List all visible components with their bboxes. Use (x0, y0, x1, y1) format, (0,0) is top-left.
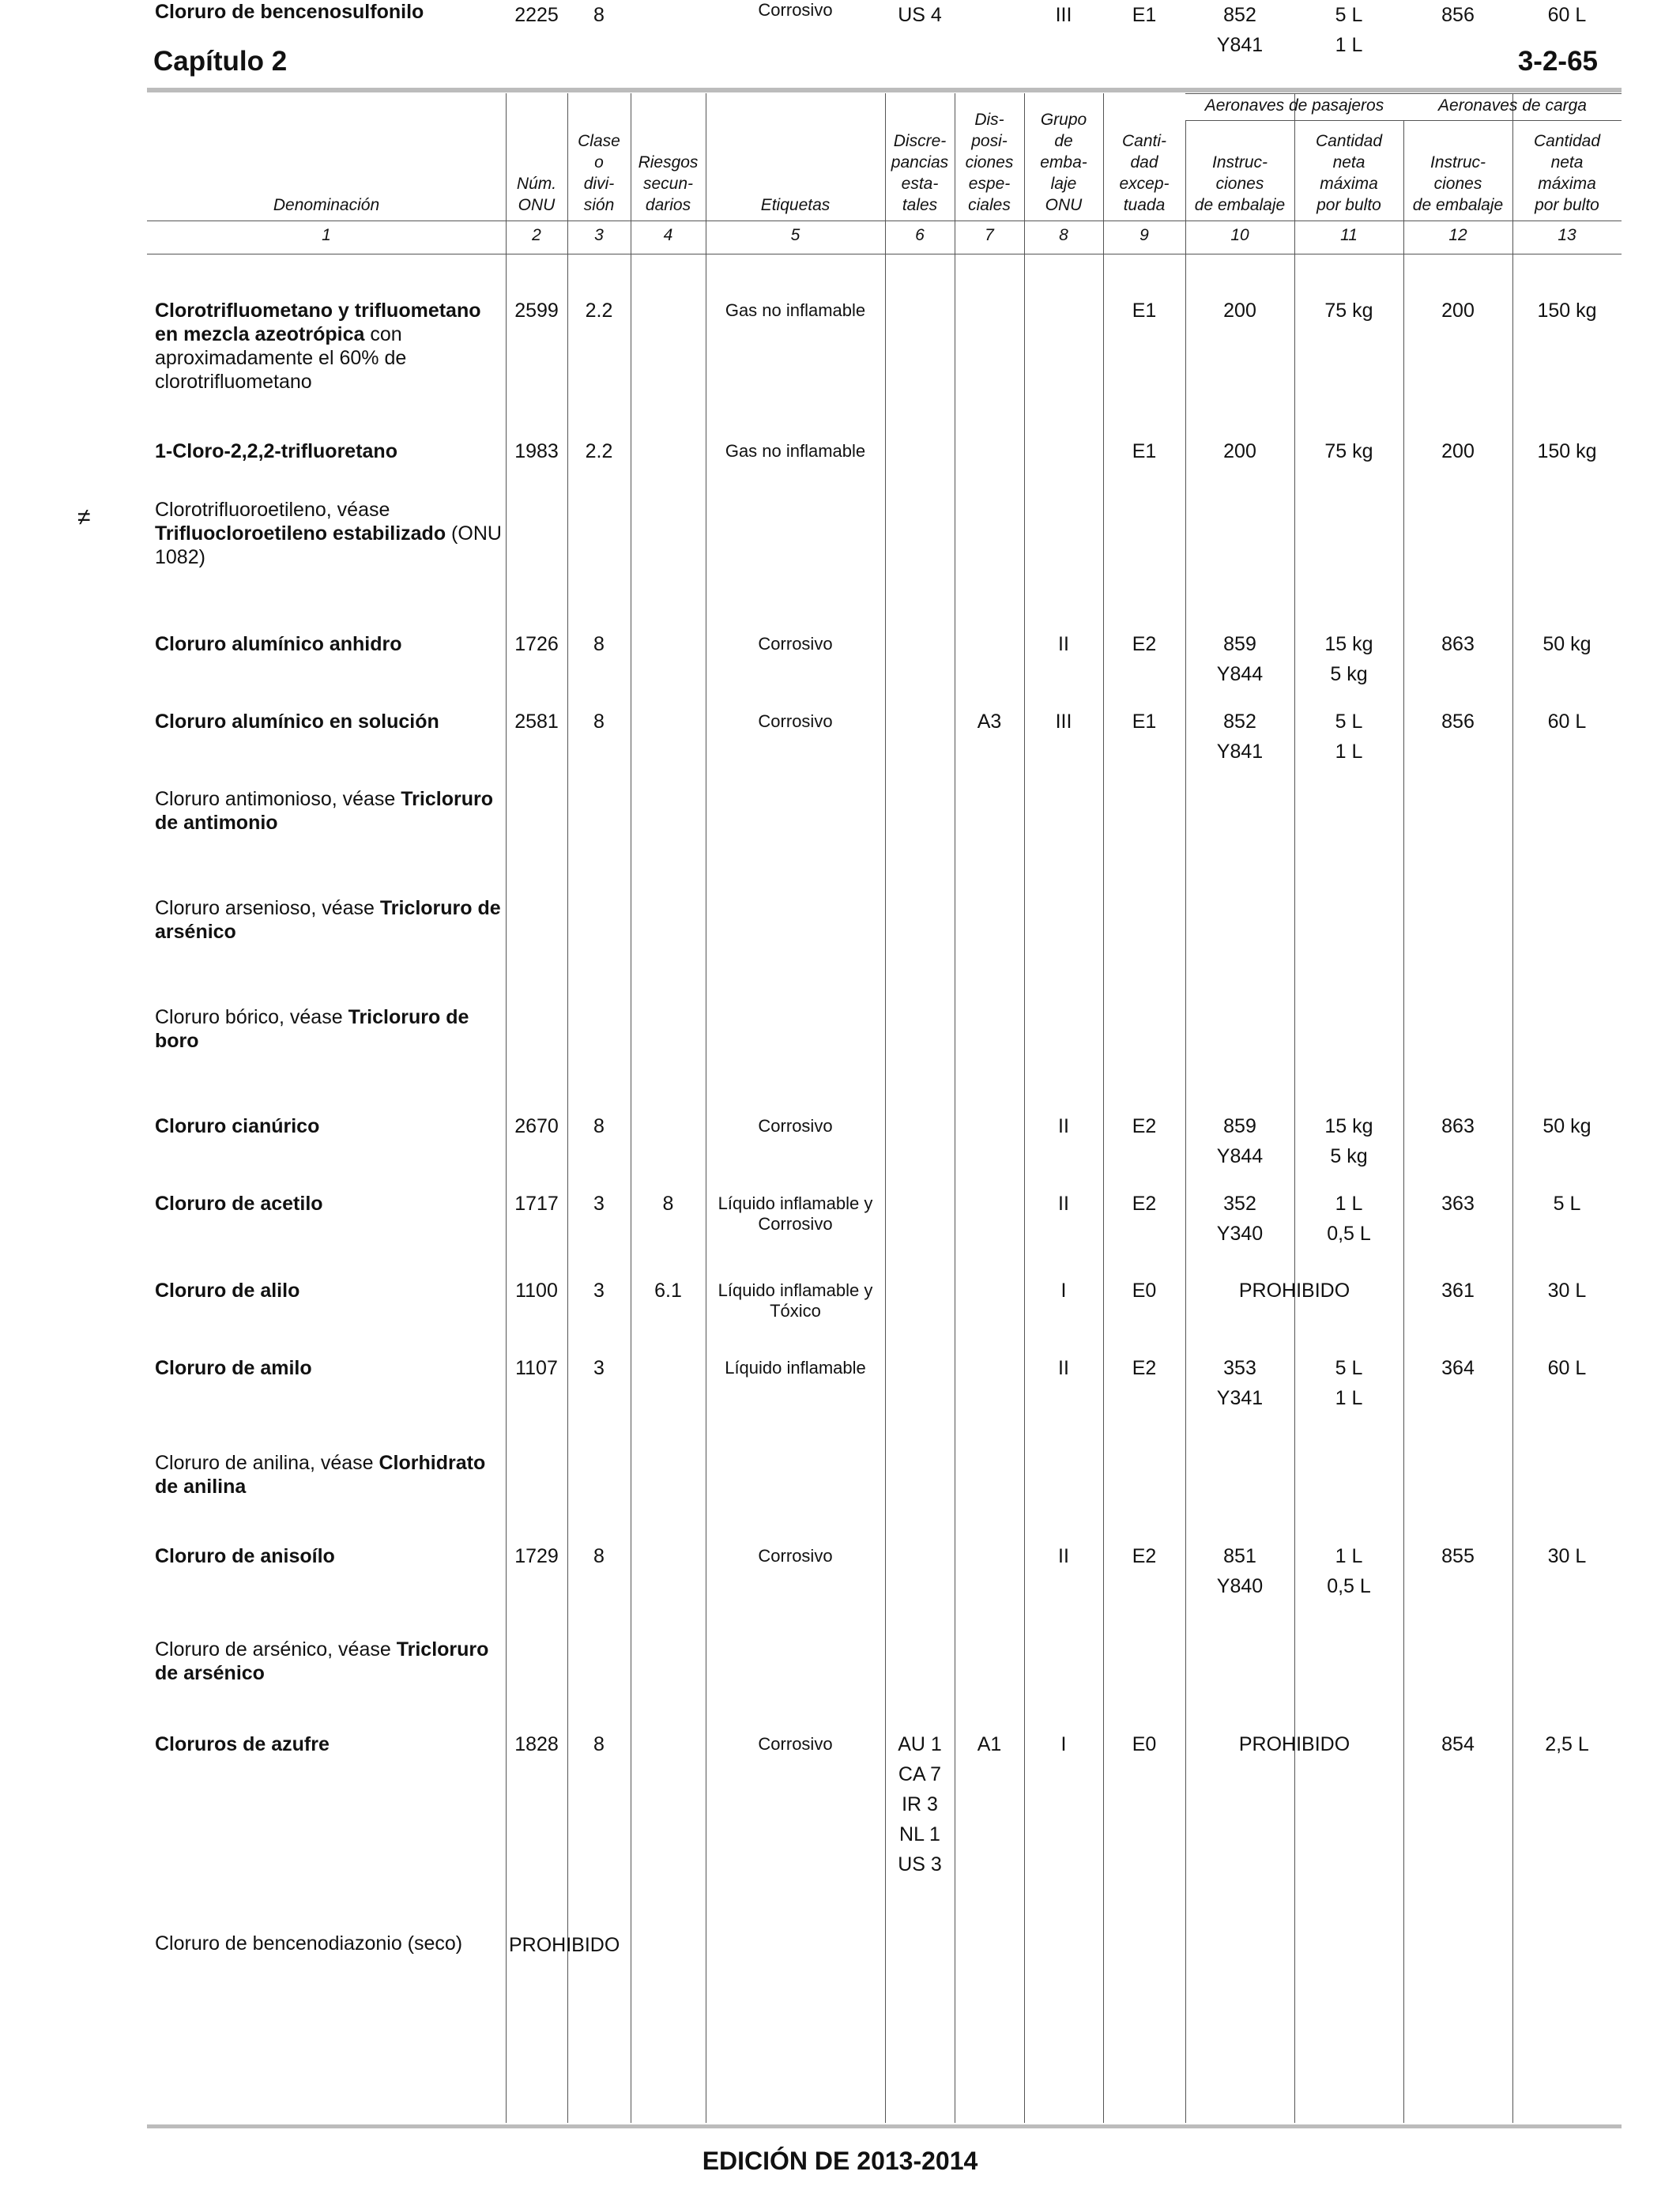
cell-pax-qty: 15 kg 5 kg (1324, 633, 1373, 685)
cell-pax-pi: 851 Y840 (1216, 1545, 1264, 1597)
cell-pax-qty: 15 kg 5 kg (1324, 1115, 1373, 1167)
cell-eq: E2 (1132, 1115, 1157, 1137)
cell-pax-prohibited: PROHIBIDO (1238, 1733, 1350, 1755)
column-header-5: Etiquetas (760, 196, 831, 214)
row-name (155, 896, 503, 944)
column-number-11: 11 (1340, 226, 1358, 244)
cell-var: US 4 (898, 4, 942, 26)
column-number-3: 3 (594, 226, 604, 244)
name-bold: Cloruro de anisoílo (155, 1545, 335, 1567)
name-bold: Cloruro de acetilo (155, 1193, 323, 1215)
cell-eq: E1 (1132, 4, 1157, 26)
name-bold: Cloruros de azufre (155, 1733, 330, 1755)
cell-pax-prohibited: PROHIBIDO (1238, 1280, 1350, 1302)
cell-pax-qty: 75 kg (1324, 300, 1373, 322)
cell-cao-qty: 5 L (1553, 1193, 1581, 1215)
row-name (155, 787, 503, 835)
cell-eq: E2 (1132, 633, 1157, 655)
name-bold: Cloruro cianúrico (155, 1115, 320, 1137)
cell-pax-pi: 859 Y844 (1216, 633, 1264, 685)
column-number-5: 5 (790, 226, 800, 244)
cell-pax-pi: 353 Y341 (1216, 1357, 1264, 1409)
cell-class: 3 (593, 1357, 605, 1379)
cell-cao-qty: 50 kg (1543, 633, 1591, 655)
cell-eq: E0 (1132, 1733, 1157, 1755)
column-number-1: 1 (322, 226, 331, 244)
cell-pg: II (1058, 1115, 1069, 1137)
cell-pg: III (1055, 711, 1072, 733)
cell-cao-qty: 50 kg (1543, 1115, 1591, 1137)
cell-pg: I (1060, 1733, 1067, 1755)
cell-un: 1726 (514, 633, 559, 655)
row-name (155, 1356, 503, 1380)
cell-eq: E1 (1132, 440, 1157, 462)
column-header-9: Canti- dad excep- tuada (1119, 132, 1170, 214)
name-bold: Tricloruro de arsénico (155, 897, 501, 943)
footer-rule (147, 2124, 1622, 2128)
cell-sp: A1 (977, 1733, 1002, 1755)
column-header-2: Núm. ONU (516, 175, 557, 214)
name-bold: Cloruro de amilo (155, 1357, 312, 1379)
column-number-4: 4 (663, 226, 673, 244)
cell-pax-pi: 200 (1223, 440, 1256, 462)
column-header-10: Instruc- ciones de embalaje (1194, 153, 1286, 214)
cell-eq: E2 (1132, 1545, 1157, 1567)
cell-eq: E0 (1132, 1280, 1157, 1302)
row-name (155, 439, 503, 463)
row-name (155, 710, 503, 733)
cell-var: AU 1 CA 7 IR 3 NL 1 US 3 (898, 1733, 942, 1875)
cell-pg: II (1058, 1193, 1069, 1215)
group-header-cargo: Aeronaves de carga (1438, 96, 1587, 115)
cell-cao-pi: 863 (1441, 633, 1475, 655)
cell-eq: E2 (1132, 1357, 1157, 1379)
cell-un: 1107 (515, 1357, 558, 1379)
name-bold: Tricloruro de boro (155, 1006, 469, 1052)
column-number-10: 10 (1230, 226, 1249, 244)
cell-un: 2599 (514, 300, 559, 322)
cell-pax-qty: 5 L 1 L (1335, 1357, 1363, 1409)
cell-cao-pi: 200 (1441, 440, 1475, 462)
cell-cao-pi: 200 (1441, 300, 1475, 322)
name-plain: Cloruro de bencenodiazonio (seco) (155, 1932, 463, 1955)
cell-un: 2581 (514, 711, 559, 733)
column-number-12: 12 (1448, 226, 1467, 244)
column-header-8: Grupo de emba- laje ONU (1040, 111, 1087, 214)
column-number-7: 7 (985, 226, 994, 244)
cell-cao-pi: 856 (1441, 4, 1475, 26)
column-header-13: Cantidad neta máxima por bulto (1533, 132, 1601, 214)
name-bold: Cloruro de alilo (155, 1280, 300, 1302)
cell-pg: II (1058, 1545, 1069, 1567)
row-name (155, 1279, 503, 1302)
cell-pax-pi: 352 Y340 (1216, 1193, 1264, 1245)
cell-pax-qty: 1 L 0,5 L (1327, 1193, 1371, 1245)
column-header-6: Discre- pancias esta- tales (891, 132, 949, 214)
column-header-7: Dis- posi- ciones espe- ciales (965, 111, 1014, 214)
column-divider (1103, 93, 1104, 2123)
name-plain: Cloruro de arsénico, véase (155, 1638, 397, 1661)
row-name (155, 632, 503, 656)
page-reference: 3-2-65 (1517, 46, 1598, 77)
name-bold: Tricloruro de arsénico (155, 1638, 489, 1684)
name-bold: 1-Cloro-2,2,2-trifluoretano (155, 440, 397, 462)
cell-cao-pi: 855 (1441, 1545, 1475, 1567)
cell-cao-qty: 2,5 L (1545, 1733, 1589, 1755)
cell-class: 8 (593, 633, 605, 655)
cell-label: Gas no inflamable (725, 300, 866, 320)
row-name (155, 1192, 503, 1216)
column-header-3: Clase o divi- sión (578, 132, 620, 214)
cell-label: Líquido inflamable y Tóxico (718, 1280, 873, 1321)
cell-cao-qty: 30 L (1547, 1545, 1587, 1567)
row-name (155, 498, 503, 569)
name-bold: Trifluocloroetileno estabilizado (155, 522, 446, 545)
cell-cao-qty: 30 L (1547, 1280, 1587, 1302)
column-divider (1512, 93, 1513, 2123)
cell-class: 3 (593, 1193, 605, 1215)
cell-un: 1100 (515, 1280, 558, 1302)
cell-cao-qty: 60 L (1547, 711, 1587, 733)
cell-sub: 8 (662, 1193, 674, 1215)
name-rest: con aproximadamente el 60% de clorotrifluometano (155, 323, 407, 393)
cell-pax-qty: 75 kg (1324, 440, 1373, 462)
name-bold: Cloruro de bencenosulfonilo (155, 1, 424, 23)
cell-label: Corrosivo (758, 1546, 833, 1566)
cell-label: Corrosivo (758, 634, 833, 654)
column-number-2: 2 (532, 226, 541, 244)
cell-class: 8 (593, 1545, 605, 1567)
cell-eq: E1 (1132, 300, 1157, 322)
name-plain: Cloruro arsenioso, véase (155, 897, 380, 919)
cell-class: 8 (593, 711, 605, 733)
name-plain: Cloruro bórico, véase (155, 1006, 348, 1028)
cell-class: 3 (593, 1280, 605, 1302)
row-name (155, 1932, 503, 1955)
row-name (155, 0, 503, 24)
name-bold: Clorotrifluometano y trifluometano en mezcla azeotrópica (155, 300, 481, 345)
cell-cao-pi: 863 (1441, 1115, 1475, 1137)
cell-pax-qty: 5 L 1 L (1335, 711, 1363, 763)
row-name (155, 1638, 503, 1685)
name-bold: Tricloruro de antimonio (155, 788, 493, 834)
cell-pax-qty: 1 L 0,5 L (1327, 1545, 1371, 1597)
name-plain: Cloruro antimonioso, véase (155, 788, 401, 810)
cell-cao-qty: 60 L (1547, 4, 1587, 26)
column-number-13: 13 (1558, 226, 1576, 244)
name-rest: (ONU 1082) (155, 522, 502, 568)
row-name (155, 1114, 503, 1138)
cell-eq: E1 (1132, 711, 1157, 733)
cell-cao-pi: 363 (1441, 1193, 1475, 1215)
row-name (155, 1544, 503, 1568)
cell-eq: E2 (1132, 1193, 1157, 1215)
cell-pax-pi: 200 (1223, 300, 1256, 322)
column-divider (567, 93, 568, 2123)
cell-pg: I (1060, 1280, 1067, 1302)
cell-class: 8 (593, 1733, 605, 1755)
cell-un: 1717 (514, 1193, 559, 1215)
column-divider (1294, 93, 1295, 2123)
cell-class: 8 (593, 4, 605, 26)
cell-pax-pi: 852 Y841 (1216, 4, 1264, 56)
cell-cao-pi: 854 (1441, 1733, 1475, 1755)
cell-un: 1828 (514, 1733, 559, 1755)
column-number-6: 6 (915, 226, 925, 244)
column-divider (506, 93, 507, 2123)
row-name (155, 299, 503, 394)
cell-cao-pi: 856 (1441, 711, 1475, 733)
column-header-4: Riesgos secun- darios (638, 153, 699, 214)
row-name (155, 1732, 503, 1756)
name-bold: Cloruro alumínico anhidro (155, 633, 402, 655)
name-plain: Cloruro de anilina, véase (155, 1452, 379, 1474)
cell-label: Corrosivo (758, 1734, 833, 1754)
chapter-title: Capítulo 2 (153, 46, 288, 77)
edition-footer: EDICIÓN DE 2013-2014 (702, 2147, 978, 2175)
column-number-9: 9 (1139, 226, 1149, 244)
cell-label: Gas no inflamable (725, 441, 866, 461)
cell-pax-pi: 859 Y844 (1216, 1115, 1264, 1167)
cell-cao-qty: 60 L (1547, 1357, 1587, 1379)
cell-pax-pi: 852 Y841 (1216, 711, 1264, 763)
cell-class: 8 (593, 1115, 605, 1137)
cell-pg: III (1055, 4, 1072, 26)
cell-sp: A3 (977, 711, 1002, 733)
cell-pg: II (1058, 633, 1069, 655)
cell-label: Corrosivo (758, 1116, 833, 1136)
cell-label: Corrosivo (758, 711, 833, 731)
cell-cao-pi: 364 (1441, 1357, 1475, 1379)
name-bold: Clorhidrato de anilina (155, 1452, 486, 1498)
column-number-8: 8 (1059, 226, 1068, 244)
row-name (155, 1005, 503, 1053)
cell-cao-pi: 361 (1441, 1280, 1475, 1302)
table-top-line (1185, 93, 1622, 94)
revision-mark: ≠ (77, 504, 91, 530)
column-header-1: Denominación (273, 196, 380, 214)
cell-label: Líquido inflamable (725, 1358, 866, 1378)
group-header-passenger: Aeronaves de pasajeros (1204, 96, 1384, 115)
cell-pg: II (1058, 1357, 1069, 1379)
cell-cao-qty: 150 kg (1537, 300, 1597, 322)
name-plain: Clorotrifluoroetileno, véase (155, 499, 390, 521)
name-bold: Cloruro alumínico en solución (155, 711, 439, 733)
cell-class: 2.2 (585, 300, 613, 322)
cell-sub: 6.1 (654, 1280, 682, 1302)
row-name (155, 1451, 503, 1498)
cell-row-prohibited: PROHIBIDO (509, 1934, 620, 1956)
cell-un: 2670 (514, 1115, 559, 1137)
group-header-divider (1185, 120, 1622, 121)
column-divider (1024, 93, 1025, 2123)
cell-pax-qty: 5 L 1 L (1335, 4, 1363, 56)
column-header-12: Instruc- ciones de embalaje (1412, 153, 1504, 214)
cell-class: 2.2 (585, 440, 613, 462)
cell-cao-qty: 150 kg (1537, 440, 1597, 462)
cell-un: 1983 (514, 440, 559, 462)
header-rule (147, 88, 1622, 92)
cell-label: Líquido inflamable y Corrosivo (718, 1193, 873, 1234)
cell-label: Corrosivo (758, 0, 833, 20)
cell-un: 2225 (514, 4, 559, 26)
column-header-11: Cantidad neta máxima por bulto (1315, 132, 1383, 214)
cell-un: 1729 (514, 1545, 559, 1567)
